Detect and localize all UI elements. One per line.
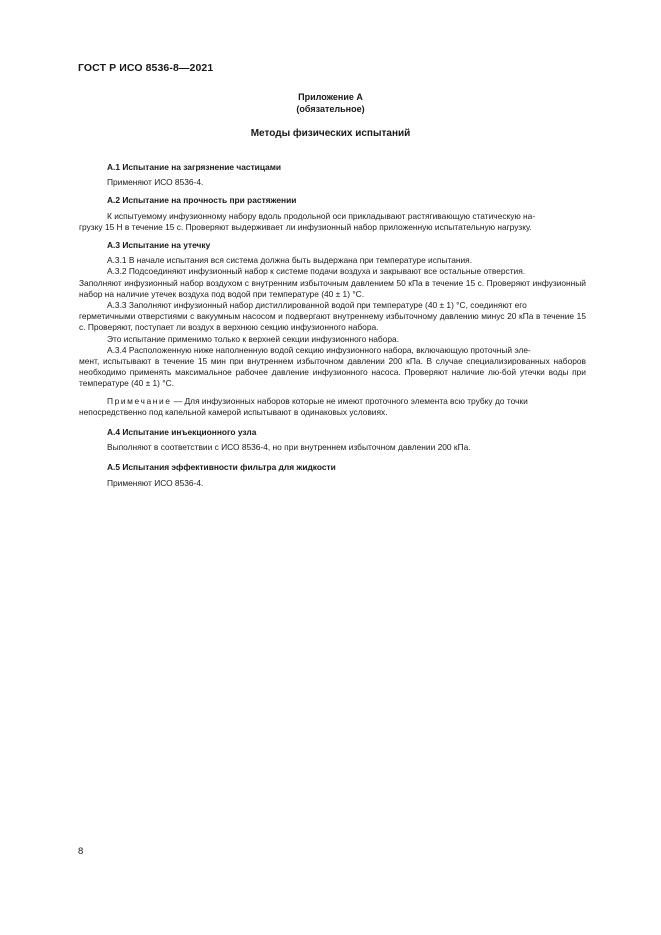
section-a2-heading: А.2 Испытание на прочность при растяжении xyxy=(107,195,297,206)
document-body xyxy=(79,162,586,489)
appendix-status: (обязательное) xyxy=(296,104,365,114)
section-a2-line2: грузку 15 Н в течение 15 с. Проверяют выдерживает ли инфузионный набор приложенную испытательную нагрузку. xyxy=(79,221,532,232)
clause-a32-continued: Заполняют инфузионный набор воздухом с внутренним избыточным давлением 50 кПа в течение 15 с. Проверяют инфузионный набор на наличие утечек воздуха под водой при температуре (40 ± 1) °С. xyxy=(79,277,586,299)
note-label: Примечание xyxy=(107,395,172,406)
section-a5-heading: А.5 Испытания эффективности фильтра для жидкости xyxy=(107,462,336,473)
section-a2-line1: К испытуемому инфузионному набору вдоль продольной оси прикладывают растягивающую статическую на- xyxy=(107,210,536,221)
section-a1-heading: А.1 Испытание на загрязнение частицами xyxy=(107,162,282,172)
clause-a34-first-line: А.3.4 Расположенную ниже наполненную водой секцию инфузионного набора, включающую проточный эле- xyxy=(107,344,531,355)
note-first-line: — Для инфузионных наборов которые не имеют проточного элемента всю трубку до точки xyxy=(171,395,528,406)
clause-a33-note: Это испытание применимо только к верхней секции инфузионного набора. xyxy=(107,333,400,344)
clause-a33-first-line: А.3.3 Заполняют инфузионный набор дистиллированной водой при температуре (40 ± 1) °С, соединяют его xyxy=(107,300,527,311)
clause-a33-continued: герметичными отверстиями с вакуумным насосом и подвергают внутреннему избыточному давлению минус 20 кПа в течение 15 с. Проверяют, поступает ли воздух в верхнюю секцию инфузионного набора. xyxy=(79,311,586,333)
note-continued: непосредственно под капельной камерой испытывают в одинаковых условиях. xyxy=(79,406,388,417)
appendix-label: Приложение А xyxy=(298,92,363,102)
appendix-header xyxy=(0,91,661,115)
clause-a32-first-line: А.3.2 Подсоединяют инфузионный набор к системе подачи воздуха и закрывают все остальные отверстия. xyxy=(107,266,526,277)
note-paragraph xyxy=(79,396,586,407)
page-number: 8 xyxy=(78,846,84,857)
clause-a31: А.3.1 В начале испытания вся система должна быть выдержана при температуре испытания. xyxy=(107,255,473,266)
appendix-title: Методы физических испытаний xyxy=(250,128,411,139)
section-a4-heading: А.4 Испытание инъекционного узла xyxy=(107,427,257,438)
clause-a34-continued: мент, испытывают в течение 15 мин при внутреннем избыточном давлении 200 кПа. В случае специализированных наборов необходимо применять максимальное рабочее давление инфузионного насоса. Проверяют наличие лю-бой утечки воды при температуре (40 ± 1) °С. xyxy=(79,356,586,389)
section-a1-text: Применяют ИСО 8536-4. xyxy=(107,177,204,188)
section-a4-text: Выполняют в соответствии с ИСО 8536-4, но при внутреннем избыточном давлении 200 кПа. xyxy=(107,442,471,453)
standard-code: ГОСТ Р ИСО 8536-8—2021 xyxy=(78,62,214,74)
section-a5-text: Применяют ИСО 8536-4. xyxy=(107,477,204,488)
section-a3-heading: А.3 Испытание на утечку xyxy=(107,240,211,251)
